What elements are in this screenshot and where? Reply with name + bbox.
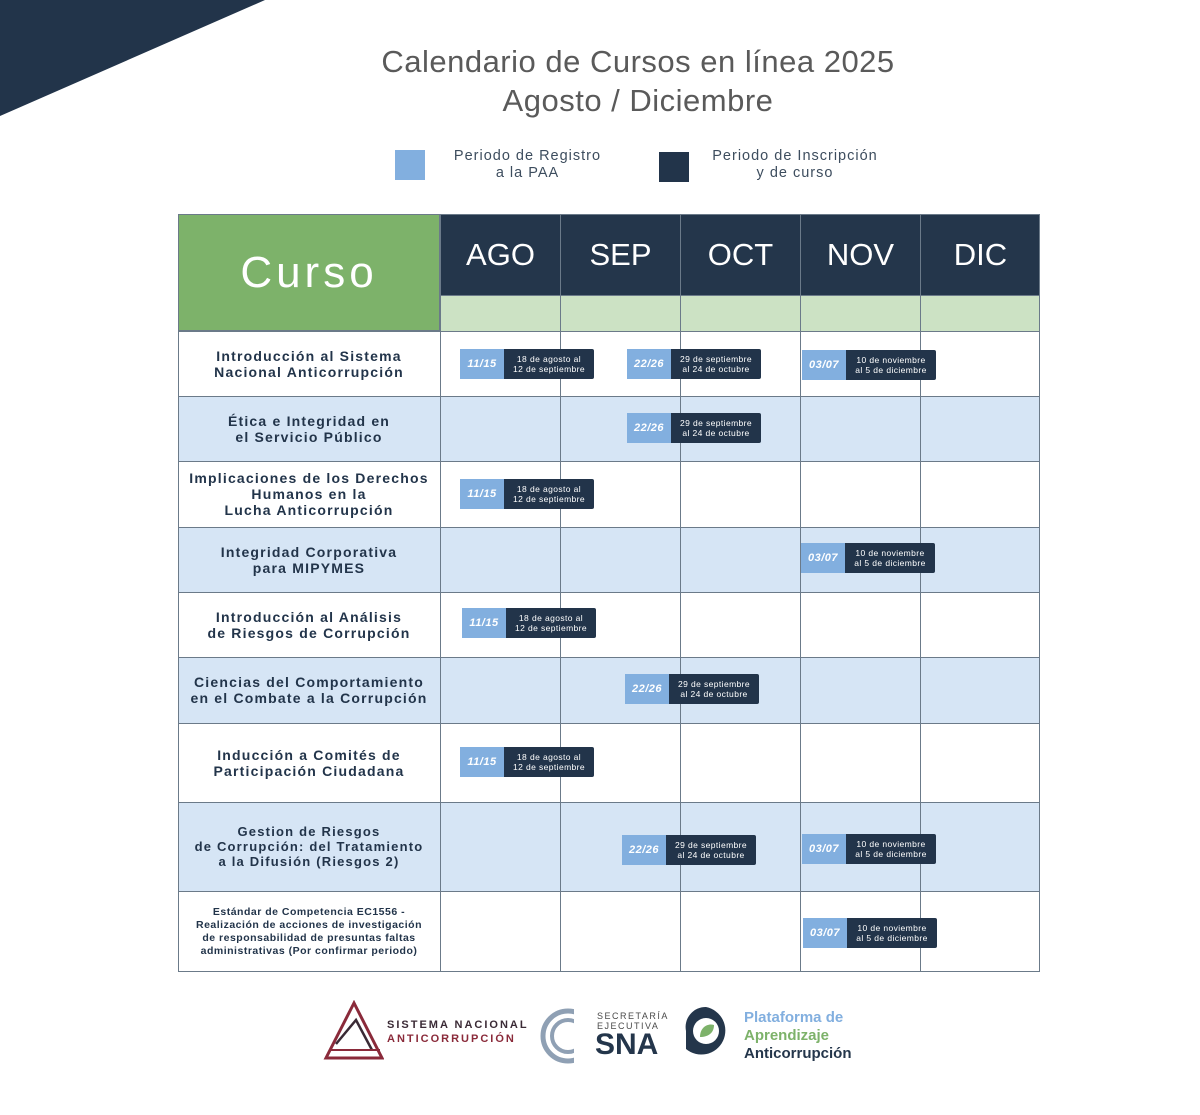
se-logo-line2: EJECUTIVA <box>597 1021 660 1031</box>
period-badge-ago <box>460 747 594 777</box>
registro-dates: 03/07 <box>803 918 847 948</box>
month-subheader-band <box>441 295 1040 331</box>
registro-dates: 03/07 <box>802 350 846 380</box>
inscripcion-dates: 18 de agosto al 12 de septiembre <box>504 479 594 509</box>
legend-inscripcion-swatch <box>659 152 689 182</box>
inscripcion-dates: 18 de agosto al 12 de septiembre <box>506 608 596 638</box>
period-badge-sep <box>625 674 759 704</box>
grid-line <box>800 214 801 972</box>
grid-line <box>178 331 1040 332</box>
page-title: Calendario de Cursos en línea 2025 <box>381 44 895 79</box>
period-badge-nov <box>803 918 937 948</box>
registro-dates: 11/15 <box>460 349 504 379</box>
sna-logo-line2: ANTICORRUPCIÓN <box>387 1033 516 1045</box>
period-badge-ago <box>460 349 594 379</box>
sna-logo-line1: SISTEMA NACIONAL <box>387 1019 529 1031</box>
legend-registro-line2: a la PAA <box>495 165 560 181</box>
registro-dates: 22/26 <box>625 674 669 704</box>
period-badge-nov <box>802 350 936 380</box>
legend-registro-line1: Periodo de Registro <box>453 148 602 164</box>
inscripcion-dates: 18 de agosto al 12 de septiembre <box>504 349 594 379</box>
grid-line <box>440 214 441 972</box>
registro-dates: 03/07 <box>802 834 846 864</box>
course-name: Estándar de Competencia EC1556 - Realización de acciones de investigación de responsabilidad de presuntas faltas administrativas (Por confirmar periodo) <box>196 905 422 957</box>
grid-line <box>441 295 1040 296</box>
period-badge-sep <box>627 349 761 379</box>
inscripcion-dates: 10 de noviembre al 5 de diciembre <box>846 834 936 864</box>
course-name: Ciencias del Comportamiento en el Combate a la Corrupción <box>190 674 428 706</box>
month-header-sep: SEP <box>561 214 680 295</box>
grid-line <box>178 971 1040 972</box>
grid-line <box>178 723 1040 724</box>
registro-dates: 22/26 <box>622 835 666 865</box>
grid-line <box>178 214 179 972</box>
registro-dates: 03/07 <box>801 543 845 573</box>
registro-dates: 22/26 <box>627 349 671 379</box>
inscripcion-dates: 10 de noviembre al 5 de diciembre <box>847 918 937 948</box>
month-header-dic: DIC <box>921 214 1040 295</box>
period-badge-ago <box>462 608 596 638</box>
legend-registro-label <box>440 148 615 182</box>
course-name: Implicaciones de los Derechos Humanos en la Lucha Anticorrupción <box>189 470 429 518</box>
grid-line <box>178 657 1040 658</box>
grid-line <box>178 592 1040 593</box>
grid-line <box>178 802 1040 803</box>
pa-logo-line1: Plataforma de <box>744 1009 844 1026</box>
period-badge-nov <box>801 543 935 573</box>
period-badge-sep <box>622 835 756 865</box>
grid-line <box>178 527 1040 528</box>
pa-logo-line3: Anticorrupción <box>744 1045 852 1062</box>
registro-dates: 22/26 <box>627 413 671 443</box>
grid-line <box>560 214 561 972</box>
inscripcion-dates: 10 de noviembre al 5 de diciembre <box>845 543 935 573</box>
registro-dates: 11/15 <box>460 479 504 509</box>
month-header-oct: OCT <box>681 214 800 295</box>
pa-logo-line2: Aprendizaje <box>744 1027 830 1044</box>
legend-inscripcion-label <box>700 148 890 182</box>
inscripcion-dates: 29 de septiembre al 24 de octubre <box>669 674 759 704</box>
sna-logo-icon <box>322 1000 384 1064</box>
inscripcion-dates: 29 de septiembre al 24 de octubre <box>671 349 761 379</box>
course-name: Introducción al Análisis de Riesgos de Corrupción <box>207 608 411 641</box>
month-header-ago: AGO <box>441 214 560 295</box>
grid-line <box>178 461 1040 462</box>
month-header-nov: NOV <box>801 214 920 295</box>
page-subtitle: Agosto / Diciembre <box>502 83 774 118</box>
legend-inscripcion-line1: Periodo de Inscripción <box>712 148 878 164</box>
course-name: Introducción al Sistema Nacional Anticorrupción <box>214 347 404 380</box>
period-badge-nov <box>802 834 936 864</box>
se-logo-line3: SNA <box>595 1028 659 1061</box>
grid-line <box>1039 214 1040 972</box>
course-name: Gestion de Riesgos de Corrupción: del Tratamiento a la Difusión (Riesgos 2) <box>194 824 424 869</box>
grid-line <box>178 891 1040 892</box>
grid-line <box>178 396 1040 397</box>
inscripcion-dates: 10 de noviembre al 5 de diciembre <box>846 350 936 380</box>
inscripcion-dates: 29 de septiembre al 24 de octubre <box>666 835 756 865</box>
course-name: Ética e Integridad en el Servicio Público <box>227 412 391 445</box>
plataforma-logo-icon <box>678 1003 734 1061</box>
course-name: Inducción a Comités de Participación Ciudadana <box>213 746 405 779</box>
registro-dates: 11/15 <box>460 747 504 777</box>
course-calendar-table <box>178 214 1040 972</box>
course-name: Integridad Corporativa para MIPYMES <box>220 543 398 576</box>
registro-dates: 11/15 <box>462 608 506 638</box>
curso-header: Curso <box>178 214 440 331</box>
inscripcion-dates: 18 de agosto al 12 de septiembre <box>504 747 594 777</box>
secretaria-ejecutiva-logo-icon <box>540 1008 600 1064</box>
legend-registro-swatch <box>395 150 425 180</box>
legend-inscripcion-line2: y de curso <box>756 165 834 181</box>
period-badge-sep <box>627 413 761 443</box>
inscripcion-dates: 29 de septiembre al 24 de octubre <box>671 413 761 443</box>
se-logo-line1: SECRETARÍA <box>597 1011 669 1021</box>
period-badge-ago <box>460 479 594 509</box>
grid-line <box>178 214 1040 215</box>
